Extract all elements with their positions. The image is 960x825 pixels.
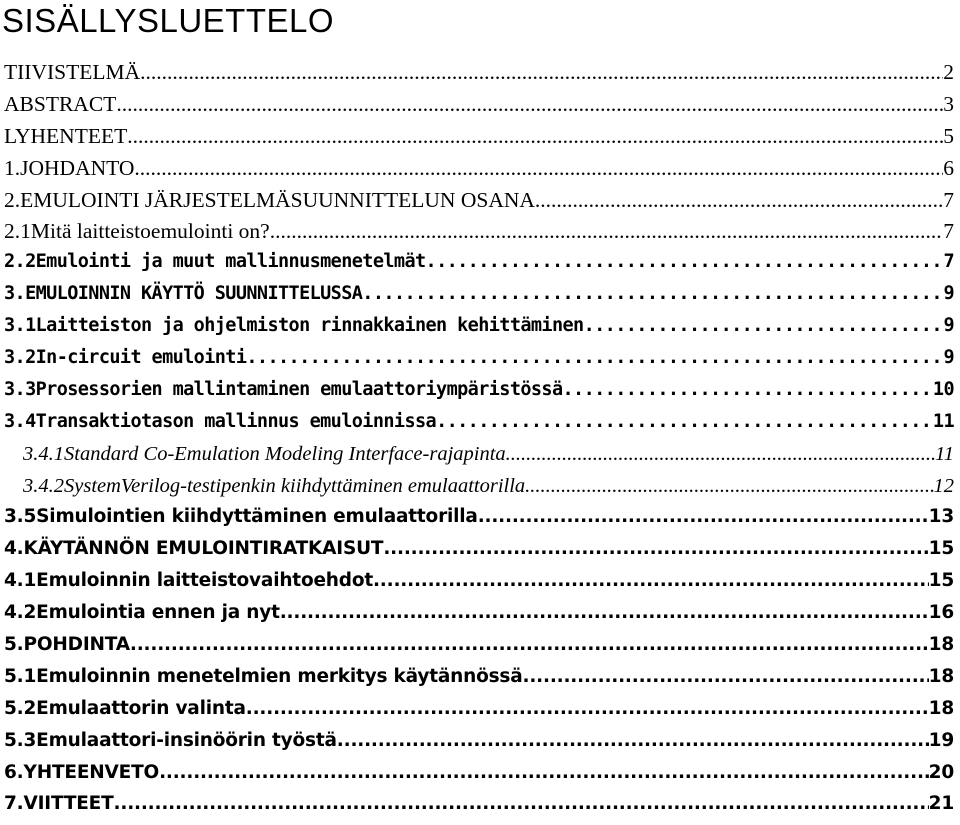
dot-leader bbox=[478, 506, 929, 527]
toc-entry[interactable] bbox=[0, 570, 960, 602]
toc-entry-label: 5.3Emulaattori-insinöörin työstä bbox=[4, 729, 337, 751]
dot-leader bbox=[584, 315, 944, 336]
dot-leader bbox=[140, 60, 943, 85]
dot-leader bbox=[159, 762, 929, 783]
toc-entry-page: 18 bbox=[928, 665, 954, 687]
toc-entry[interactable] bbox=[0, 666, 960, 698]
toc-entry-label: 2.2Emulointi ja muut mallinnusmenetelmät bbox=[4, 251, 426, 273]
toc-entry-page: 11 bbox=[932, 410, 954, 432]
toc-entry-page: 18 bbox=[928, 634, 954, 656]
toc-entry[interactable] bbox=[0, 634, 960, 666]
toc-entry-label: 4.KÄYTÄNNÖN EMULOINTIRATKAISUT bbox=[4, 538, 384, 560]
toc-entry-page: 12 bbox=[933, 474, 954, 497]
toc-entry[interactable] bbox=[0, 602, 960, 634]
toc-entry-page: 16 bbox=[928, 602, 954, 624]
dot-leader bbox=[337, 730, 929, 751]
toc-entry[interactable] bbox=[0, 793, 960, 825]
toc-entry[interactable] bbox=[0, 506, 960, 538]
toc-entry-page: 19 bbox=[928, 729, 954, 751]
toc-entry-page: 5 bbox=[943, 123, 954, 148]
toc-entry[interactable] bbox=[0, 251, 960, 283]
dot-leader bbox=[134, 156, 943, 181]
dot-leader bbox=[383, 538, 928, 559]
dot-leader bbox=[116, 92, 943, 117]
toc-entry-page: 7 bbox=[943, 187, 954, 212]
dot-leader bbox=[535, 188, 943, 213]
toc-entry-label: 5.1Emuloinnin menetelmien merkitys käytännössä bbox=[4, 665, 523, 687]
toc-entry-label: 2.EMULOINTI JÄRJESTELMÄSUUNNITTELUN OSANA bbox=[4, 187, 535, 212]
dot-leader bbox=[523, 666, 929, 687]
toc-entry-page: 15 bbox=[928, 538, 954, 560]
toc-entry-label: 3.4Transaktiotason mallinnus emuloinnissa bbox=[4, 410, 437, 432]
toc-entry[interactable] bbox=[0, 475, 960, 507]
toc-entry-label: TIIVISTELMÄ bbox=[4, 60, 141, 84]
toc-entry[interactable] bbox=[0, 347, 960, 379]
toc-entry-label: 6.YHTEENVETO bbox=[4, 761, 160, 783]
toc-entry[interactable] bbox=[0, 411, 960, 443]
toc-entry[interactable] bbox=[0, 283, 960, 315]
toc-entry-page: 18 bbox=[928, 697, 954, 719]
toc-entry-page: 2 bbox=[943, 60, 954, 84]
toc-entry-page: 20 bbox=[928, 761, 954, 783]
toc-entry-label: 3.4.1Standard Co-Emulation Modeling Interface-rajapinta bbox=[23, 442, 506, 465]
toc-entry-label: 3.1Laitteiston ja ohjelmiston rinnakkainen kehittäminen bbox=[4, 315, 584, 337]
toc-entry[interactable] bbox=[0, 315, 960, 347]
dot-leader bbox=[426, 251, 944, 272]
toc-entry-page: 9 bbox=[943, 283, 954, 305]
toc-entry-label: 2.1Mitä laitteistoemulointi on? bbox=[4, 219, 270, 244]
toc-entry-label: 3.4.2SystemVerilog-testipenkin kiihdyttäminen emulaattorilla bbox=[23, 474, 526, 497]
page-title: SISÄLLYSLUETTELO bbox=[2, 2, 335, 39]
dot-leader bbox=[506, 443, 935, 466]
toc-entry-label: ABSTRACT bbox=[4, 91, 117, 116]
toc-entry-label: 4.1Emuloinnin laitteistovaihtoehdot bbox=[4, 570, 373, 592]
toc-entry[interactable] bbox=[0, 379, 960, 411]
toc-entry-label: 7.VIITTEET bbox=[4, 793, 114, 815]
toc-entry-page: 3 bbox=[943, 91, 954, 116]
toc-entry[interactable] bbox=[0, 92, 960, 124]
toc-entry-page: 9 bbox=[943, 347, 954, 369]
toc-entry[interactable] bbox=[0, 188, 960, 220]
toc-entry-page: 13 bbox=[928, 506, 954, 528]
toc-entry-page: 21 bbox=[928, 793, 954, 815]
toc-entry[interactable] bbox=[0, 124, 960, 156]
toc-entry-label: 3.3Prosessorien mallintaminen emulaattoriympäristössä bbox=[4, 378, 563, 400]
toc-entry[interactable] bbox=[0, 698, 960, 730]
toc-entry[interactable] bbox=[0, 443, 960, 475]
toc-entry-page: 7 bbox=[943, 251, 954, 273]
toc-entry-page: 7 bbox=[943, 219, 954, 244]
dot-leader bbox=[270, 219, 944, 244]
dot-leader bbox=[525, 475, 933, 498]
dot-leader bbox=[246, 347, 943, 368]
dot-leader bbox=[362, 283, 943, 304]
dot-leader bbox=[127, 124, 943, 149]
dot-leader bbox=[130, 634, 929, 655]
toc-entry-label: LYHENTEET bbox=[4, 123, 128, 148]
dot-leader bbox=[373, 570, 929, 591]
toc-entry-page: 15 bbox=[928, 570, 954, 592]
dot-leader bbox=[280, 602, 929, 623]
toc-entry-label: 5.2Emulaattorin valinta bbox=[4, 697, 246, 719]
dot-leader bbox=[246, 698, 929, 719]
toc-entry-page: 6 bbox=[943, 155, 954, 180]
toc-entry-page: 11 bbox=[935, 442, 954, 465]
toc-entry-label: 3.2In-circuit emulointi bbox=[4, 347, 247, 369]
toc-entry[interactable] bbox=[0, 219, 960, 251]
toc-entry-label: 3.5Simulointien kiihdyttäminen emulaattorilla bbox=[4, 506, 478, 528]
toc-entry[interactable] bbox=[0, 60, 960, 92]
table-of-contents bbox=[0, 60, 960, 825]
toc-entry[interactable] bbox=[0, 156, 960, 188]
toc-entry[interactable] bbox=[0, 730, 960, 762]
toc-entry-label: 5.POHDINTA bbox=[4, 634, 130, 656]
toc-entry[interactable] bbox=[0, 762, 960, 794]
toc-entry[interactable] bbox=[0, 538, 960, 570]
dot-leader bbox=[563, 379, 933, 400]
toc-entry-label: 4.2Emulointia ennen ja nyt bbox=[4, 602, 280, 624]
toc-entry-label: 1.JOHDANTO bbox=[4, 155, 135, 180]
toc-entry-label: 3.EMULOINNIN KÄYTTÖ SUUNNITTELUSSA bbox=[4, 283, 363, 305]
toc-entry-page: 9 bbox=[943, 315, 954, 337]
dot-leader bbox=[436, 411, 933, 432]
toc-entry-page: 10 bbox=[932, 378, 954, 400]
dot-leader bbox=[114, 793, 929, 814]
